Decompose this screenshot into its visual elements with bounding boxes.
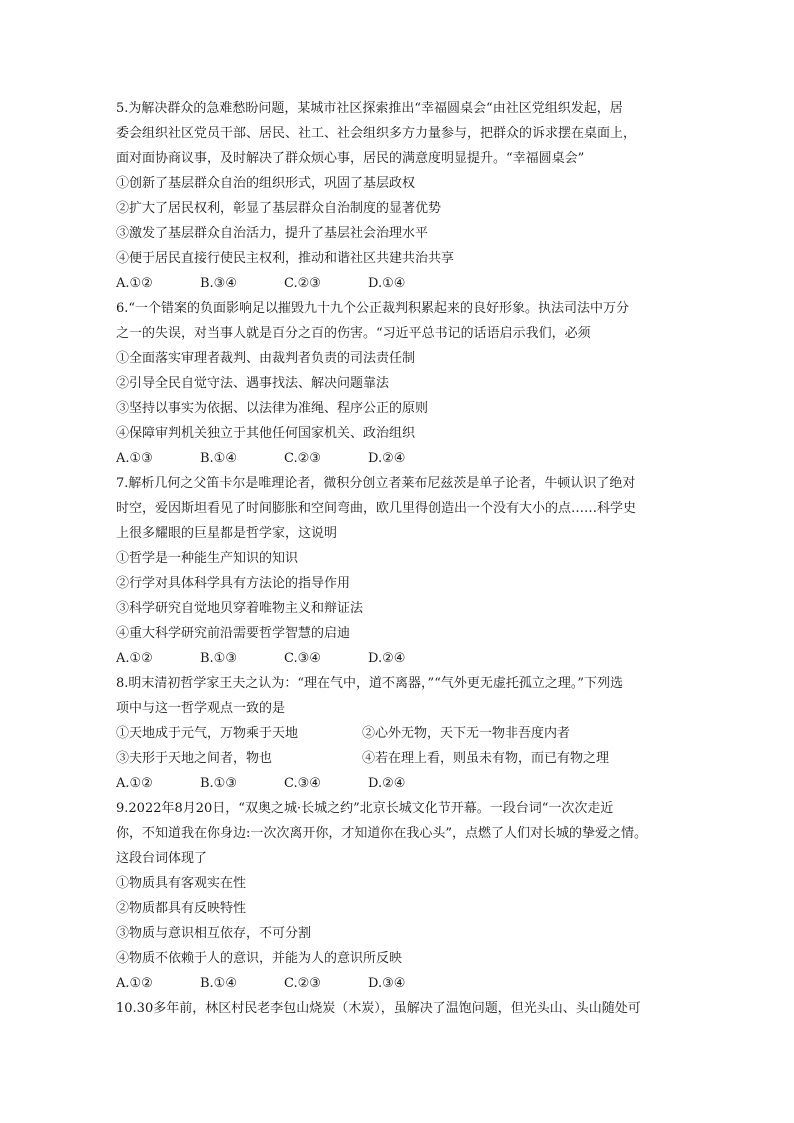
question-stem-line: 8.明末清初哲学家王夫之认为：“理在气中，道不离器，”“气外更无虚托孤立之理。”下列选 xyxy=(116,676,623,691)
answer-options xyxy=(116,271,686,296)
statement-item: ②扩大了居民权利，彰显了基层群众自治制度的显著优势 xyxy=(116,201,442,216)
answer-options xyxy=(116,971,686,996)
answer-options xyxy=(116,646,686,671)
option-a: A.①② xyxy=(116,276,153,291)
question-5 xyxy=(116,96,686,296)
question-stem-line: 7.解析几何之父笛卡尔是唯理论者，微积分创立者莱布尼兹茨是单子论者，牛顿认识了绝对 xyxy=(116,476,636,491)
question-stem-line: 这段台词体现了 xyxy=(116,851,208,866)
statement-item: ③坚持以事实为依据、以法律为准绳、程序公正的原则 xyxy=(116,401,429,416)
option-d: D.②④ xyxy=(368,776,406,791)
statement-item: ②引导全民自觉守法、遇事找法、解决问题靠法 xyxy=(116,376,390,391)
option-c: C.③④ xyxy=(284,776,321,791)
statement-item: ②心外无物，天下无一物非吾度内者 xyxy=(362,726,571,741)
option-b: B.③④ xyxy=(200,276,237,291)
statement-item: ①全面落实审理者裁判、由裁判者负责的司法责任制 xyxy=(116,351,416,366)
statement-item: ③物质与意识相互依存，不可分割 xyxy=(116,926,312,941)
statement-item: ③科学研究自觉地贝穿着唯物主义和辩证法 xyxy=(116,601,364,616)
option-c: C.②③ xyxy=(284,976,321,991)
option-b: B.①③ xyxy=(200,651,237,666)
question-stem-line: 10.30多年前，林区村民老李包山烧炭（木炭），虽解决了温饱问题，但光头山、头山随处可 xyxy=(116,1001,641,1016)
question-7 xyxy=(116,471,686,671)
statement-item: ④便于居民直接行使民主权利，推动和谐社区共建共治共享 xyxy=(116,251,455,266)
statement-item: ①哲学是一种能生产知识的知识 xyxy=(116,551,299,566)
option-d: D.②④ xyxy=(368,651,406,666)
statement-item: ①物质具有客观实在性 xyxy=(116,876,247,891)
statement-pair xyxy=(116,746,686,771)
question-stem-line: 上很多耀眼的巨星都是哲学家，这说明 xyxy=(116,526,338,541)
statement-item: ②行学对具体科学具有方法论的指导作用 xyxy=(116,576,351,591)
option-c: C.②③ xyxy=(284,451,321,466)
statement-item: ④重大科学研究前沿需要哲学智慧的启迪 xyxy=(116,626,351,641)
option-a: A.①② xyxy=(116,976,153,991)
statement-item: ①创新了基层群众自治的组织形式，巩固了基层政权 xyxy=(116,176,416,191)
statement-item: ③激发了基层群众自治活力，提升了基层社会治理水平 xyxy=(116,226,429,241)
question-stem-line: 面对面协商议事，及时解决了群众烦心事，居民的满意度明显提升。“幸福圆桌会” xyxy=(116,151,585,166)
option-d: D.①④ xyxy=(368,276,406,291)
option-a: A.①② xyxy=(116,776,153,791)
option-a: A.①③ xyxy=(116,451,153,466)
option-a: A.①② xyxy=(116,651,153,666)
question-stem-line: 9.2022年8月20日，“双奥之城·长城之约”北京长城文化节开幕。一段台词“一次次走近 xyxy=(116,801,614,816)
question-10 xyxy=(116,996,686,1021)
question-9 xyxy=(116,796,686,996)
question-6 xyxy=(116,296,686,471)
question-stem-line: 项中与这一哲学观点一致的是 xyxy=(116,701,286,716)
option-b: B.①③ xyxy=(200,776,237,791)
option-b: B.①④ xyxy=(200,451,237,466)
statement-item: ②物质都具有反映特性 xyxy=(116,901,247,916)
option-d: D.③④ xyxy=(368,976,406,991)
statement-item: ①天地成于元气，万物乘于天地 xyxy=(116,726,299,741)
option-d: D.②④ xyxy=(368,451,406,466)
question-stem-line: 你，不知道我在你身边:一次次离开你，才知道你在我心头”，点燃了人们对长城的挚爱之情。 xyxy=(116,826,648,841)
question-stem-line: 5.为解决群众的急难愁盼问题，某城市社区探索推出“幸福圆桌会“由社区党组织发起，居 xyxy=(116,101,623,116)
option-c: C.③④ xyxy=(284,651,321,666)
option-b: B.①④ xyxy=(200,976,237,991)
statement-pair xyxy=(116,721,686,746)
answer-options xyxy=(116,446,686,471)
question-8 xyxy=(116,671,686,796)
question-stem-line: 委会组织社区党员干部、居民、社工、社会组织多方力量参与，把群众的诉求摆在桌面上， xyxy=(116,126,637,141)
statement-item: ④若在理上看，则虽未有物，而已有物之理 xyxy=(362,751,610,766)
statement-item: ④保障审判机关独立于其他任何国家机关、政治组织 xyxy=(116,426,416,441)
answer-options xyxy=(116,771,686,796)
option-c: C.②③ xyxy=(284,276,321,291)
exam-page xyxy=(116,96,686,1021)
question-stem-line: 之一的失误，对当事人就是百分之百的伤害。“习近平总书记的话语启示我们，必须 xyxy=(116,326,591,341)
question-stem-line: 时空，爱因斯坦看见了时间膨胀和空间弯曲，欧几里得创造出一个没有大小的点……科学史 xyxy=(116,501,637,516)
statement-item: ④物质不依赖于人的意识，并能为人的意识所反映 xyxy=(116,951,403,966)
question-stem-line: 6.“一个错案的负面影响足以摧毁九十九个公正裁判积累起来的良好形象。执法司法中万分 xyxy=(116,301,630,316)
statement-item: ③夫形于天地之间者，物也 xyxy=(116,751,273,766)
